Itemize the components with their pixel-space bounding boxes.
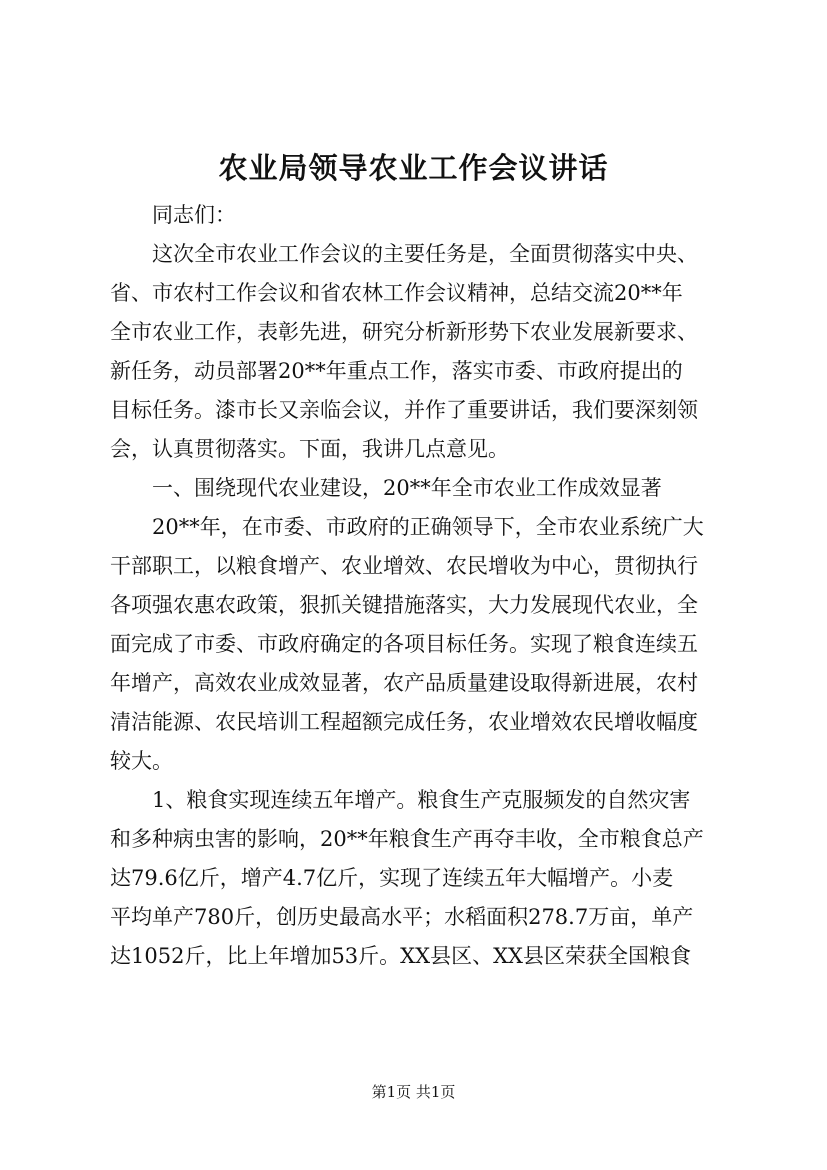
text-line: 和多种病虫害的影响，20**年粮食生产再夺丰收，全市粮食总产 (110, 827, 704, 851)
document-title: 农业局领导农业工作会议讲话 (218, 151, 609, 185)
text-line: 新任务，动员部署20**年重点工作，落实市委、市政府提出的 (110, 359, 683, 383)
text-line: 同志们： (110, 203, 236, 227)
text-line: 清洁能源、农民培训工程超额完成任务，农业增效农民增收幅度 (110, 710, 698, 734)
section-heading: 一、围绕现代农业建设，20**年全市农业工作成效显著 (110, 476, 662, 500)
text-line: 目标任务。漆市长又亲临会议，并作了重要讲话，我们要深刻领 (110, 398, 698, 422)
text-line: 各项强农惠农政策，狠抓关键措施落实，大力发展现代农业，全 (110, 593, 698, 617)
page-footer: 第1页 共1页 (371, 1083, 456, 1101)
text-line: 20**年，在市委、市政府的正确领导下，全市农业系统广大 (110, 515, 704, 539)
text-line: 平均单产780斤，创历史最高水平；水稻面积278.7万亩，单产 (110, 905, 694, 929)
text-line: 年增产，高效农业成效显著，农产品质量建设取得新进展，农村 (110, 671, 698, 695)
text-line: 达1052斤，比上年增加53斤。XX县区、XX县区荣获全国粮食 (110, 944, 691, 968)
text-line: 会，认真贯彻落实。下面，我讲几点意见。 (110, 437, 509, 461)
text-line: 达79.6亿斤，增产4.7亿斤，实现了连续五年大幅增产。小麦 (110, 866, 674, 890)
text-line: 1、粮食实现连续五年增产。粮食生产克服频发的自然灾害 (110, 788, 691, 812)
text-line: 干部职工，以粮食增产、农业增效、农民增收为中心，贯彻执行 (110, 554, 698, 578)
text-line: 省、市农村工作会议和省农林工作会议精神，总结交流20**年 (110, 281, 683, 305)
text-line: 这次全市农业工作会议的主要任务是，全面贯彻落实中央、 (110, 242, 698, 266)
text-line: 面完成了市委、市政府确定的各项目标任务。实现了粮食连续五 (110, 632, 698, 656)
document-body (110, 196, 740, 976)
text-line: 较大。 (110, 749, 173, 773)
text-line: 全市农业工作，表彰先进，研究分析新形势下农业发展新要求、 (110, 320, 698, 344)
